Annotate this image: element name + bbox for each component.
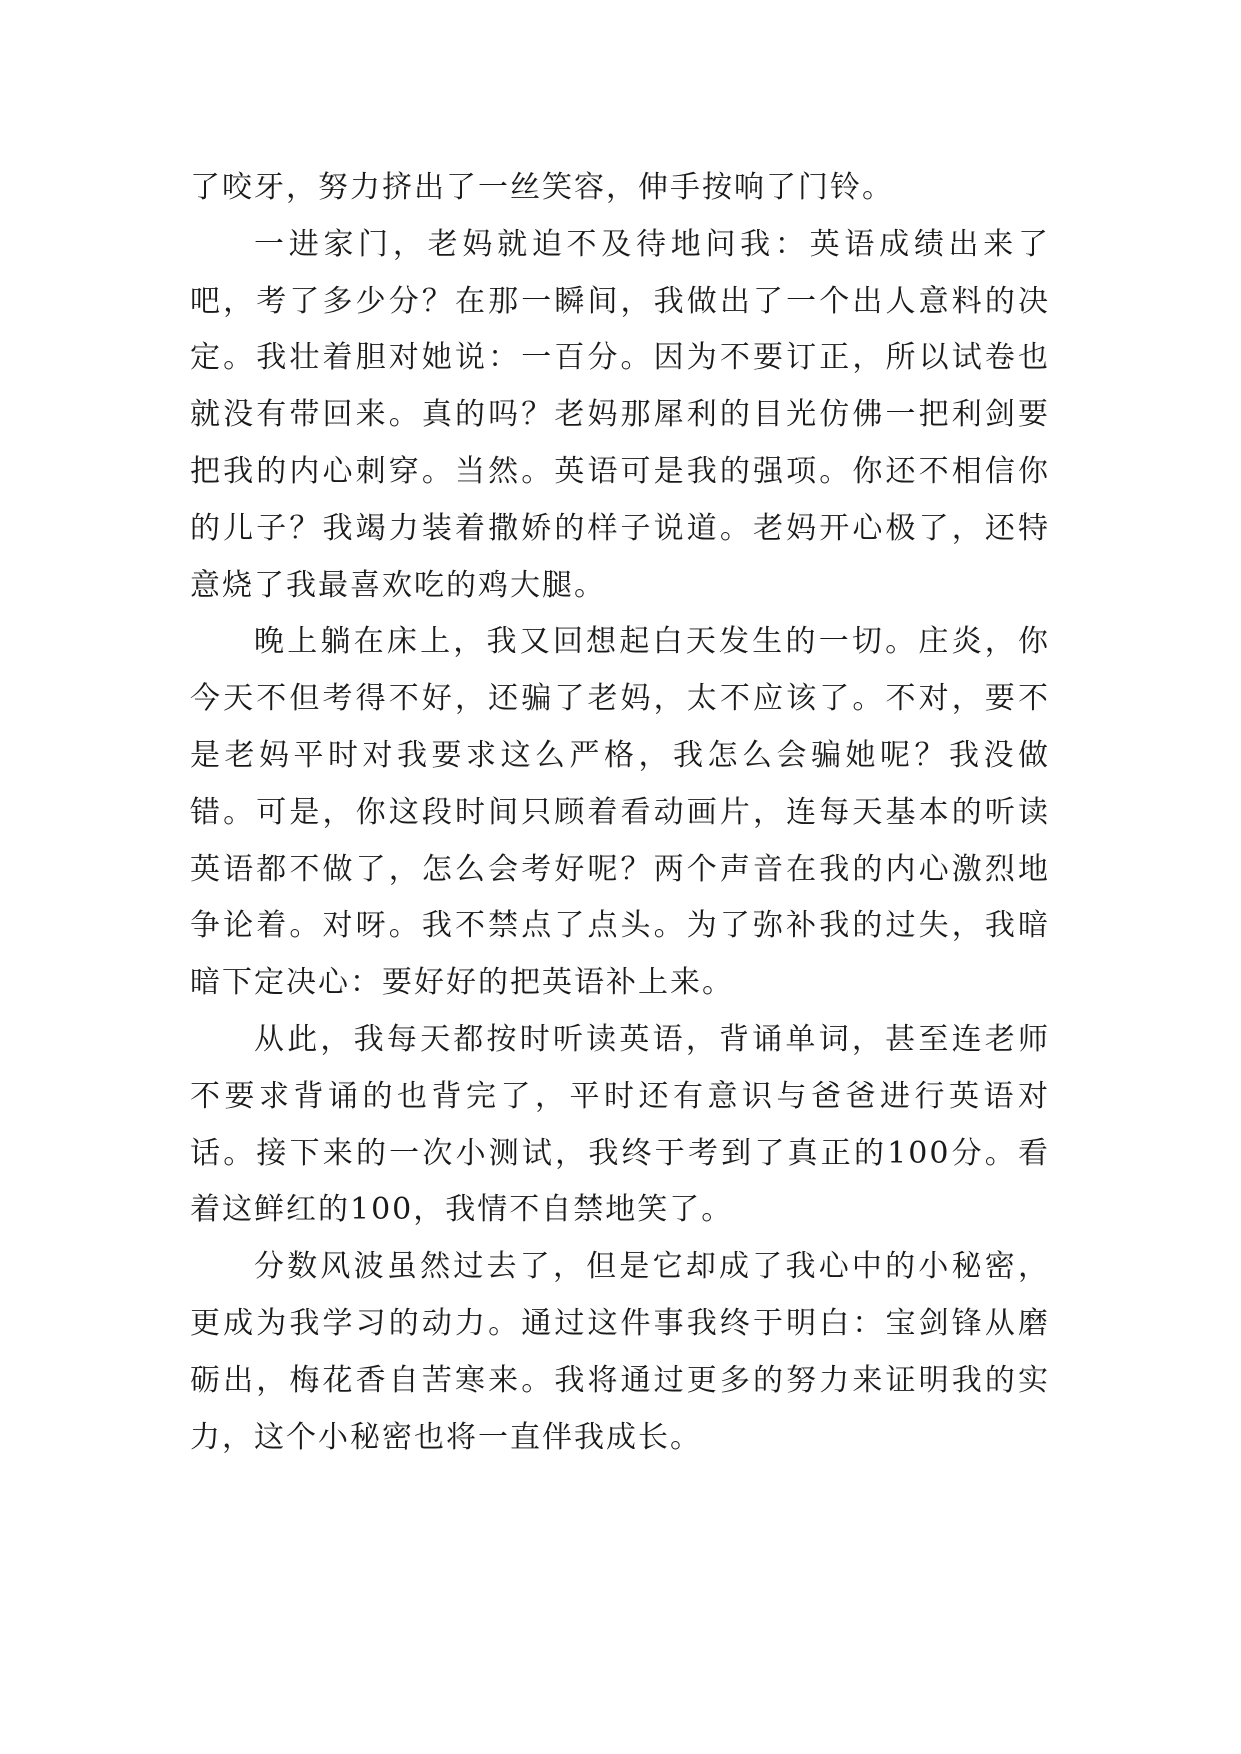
essay-body: [190, 160, 1050, 1466]
paragraph-continuation: 了咬牙，努力挤出了一丝笑容，伸手按响了门铃。: [190, 170, 894, 205]
paragraph: 一进家门，老妈就迫不及待地问我：英语成绩出来了吧，考了多少分？在那一瞬间，我做出了一个出人意料的决定。我壮着胆对她说：一百分。因为不要订正，所以试卷也就没有带回来。真的吗？老妈那犀利的目光仿佛一把利剑要把我的内心刺穿。当然。英语可是我的强项。你还不相信你的儿子？我竭力装着撒娇的样子说道。老妈开心极了，还特意烧了我最喜欢吃的鸡大腿。: [190, 226, 1050, 603]
paragraph: 从此，我每天都按时听读英语，背诵单词，甚至连老师不要求背诵的也背完了，平时还有意识与爸爸进行英语对话。接下来的一次小测试，我终于考到了真正的100分。看着这鲜红的100，我情不自禁地笑了。: [190, 1021, 1050, 1228]
paragraph: 分数风波虽然过去了，但是它却成了我心中的小秘密，更成为我学习的动力。通过这件事我终于明白：宝剑锋从磨砺出，梅花香自苦寒来。我将通过更多的努力来证明我的实力，这个小秘密也将一直伴我成长。: [190, 1249, 1050, 1455]
paragraph: 晚上躺在床上，我又回想起白天发生的一切。庄炎，你今天不但考得不好，还骗了老妈，太不应该了。不对，要不是老妈平时对我要求这么严格，我怎么会骗她呢？我没做错。可是，你这段时间只顾着看动画片，连每天基本的听读英语都不做了，怎么会考好呢？两个声音在我的内心激烈地争论着。对呀。我不禁点了点头。为了弥补我的过失，我暗暗下定决心：要好好的把英语补上来。: [190, 624, 1050, 1001]
